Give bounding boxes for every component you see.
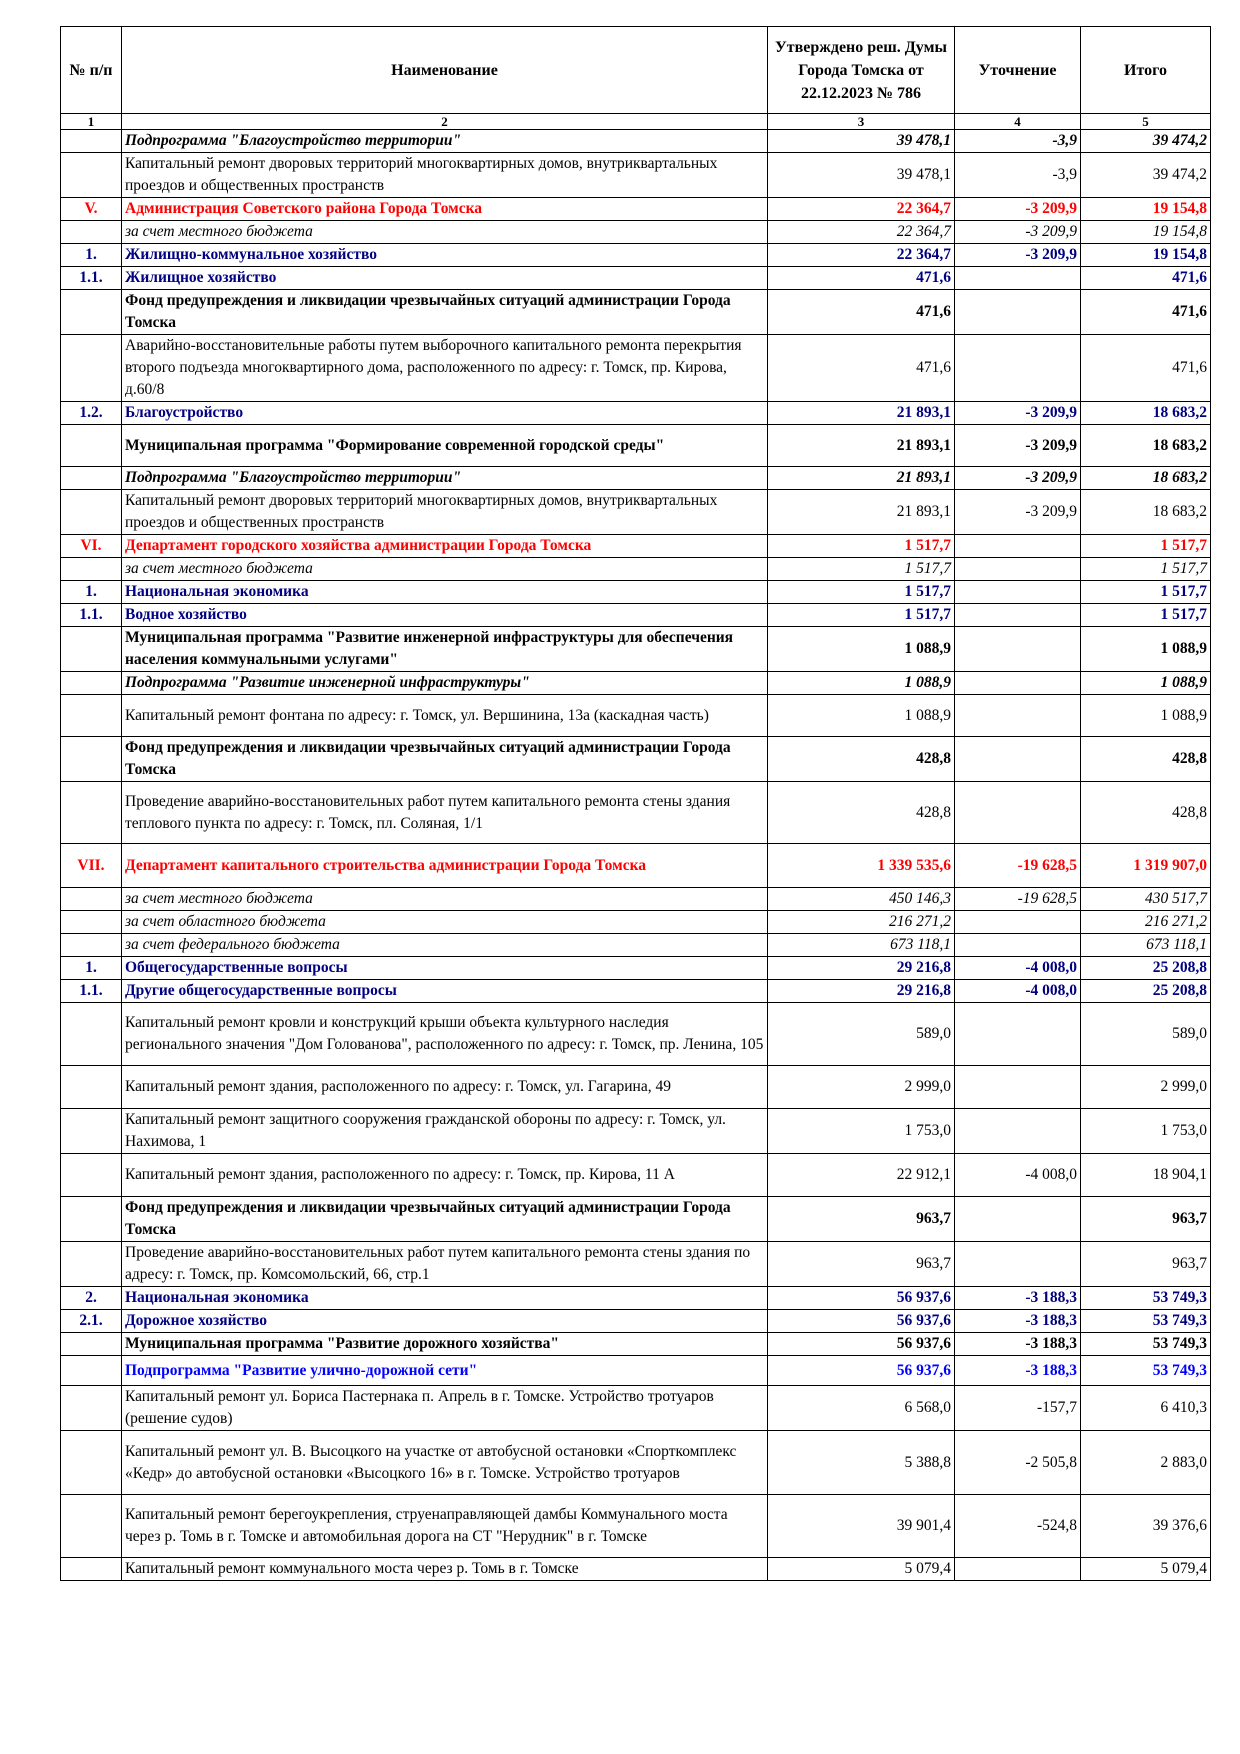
row-number — [61, 1333, 122, 1356]
row-number — [61, 695, 122, 737]
row-name: за счет местного бюджета — [122, 221, 768, 244]
row-adjustment: -3 209,9 — [955, 244, 1081, 267]
row-adjustment: -3 188,3 — [955, 1333, 1081, 1356]
row-adjustment — [955, 1242, 1081, 1287]
row-name: Подпрограмма "Благоустройство территории" — [122, 130, 768, 153]
row-number — [61, 1197, 122, 1242]
table-row — [61, 221, 1211, 244]
row-name: Муниципальная программа "Развитие инженерной инфраструктуры для обеспечения населения коммунальными услугами" — [122, 627, 768, 672]
row-approved: 22 364,7 — [768, 198, 955, 221]
table-row — [61, 490, 1211, 535]
row-number — [61, 737, 122, 782]
row-adjustment: -524,8 — [955, 1495, 1081, 1558]
row-approved: 39 478,1 — [768, 130, 955, 153]
row-name: Капитальный ремонт коммунального моста через р. Томь в г. Томске — [122, 1558, 768, 1581]
row-total: 963,7 — [1081, 1242, 1211, 1287]
row-total: 1 517,7 — [1081, 535, 1211, 558]
row-total: 39 474,2 — [1081, 153, 1211, 198]
row-approved: 39 901,4 — [768, 1495, 955, 1558]
table-row — [61, 290, 1211, 335]
row-number: 2.1. — [61, 1310, 122, 1333]
row-approved: 56 937,6 — [768, 1310, 955, 1333]
row-name: Капитальный ремонт дворовых территорий многоквартирных домов, внутриквартальных проездов и общественных пространств — [122, 153, 768, 198]
row-name: Капитальный ремонт дворовых территорий многоквартирных домов, внутриквартальных проездов и общественных пространств — [122, 490, 768, 535]
row-approved: 29 216,8 — [768, 980, 955, 1003]
row-total: 1 088,9 — [1081, 695, 1211, 737]
row-approved: 56 937,6 — [768, 1287, 955, 1310]
row-number — [61, 335, 122, 402]
row-name: Проведение аварийно-восстановительных работ путем капитального ремонта стены здания теплового пункта по адресу: г. Томск, пл. Соляная, 1/1 — [122, 782, 768, 844]
row-approved: 21 893,1 — [768, 467, 955, 490]
row-approved: 6 568,0 — [768, 1386, 955, 1431]
table-row — [61, 672, 1211, 695]
row-name: Капитальный ремонт ул. В. Высоцкого на участке от автобусной остановки «Спорткомплекс «Кедр» до автобусной остановки «Высоцкого 16» в г. Томске. Устройство тротуаров — [122, 1431, 768, 1495]
row-number: 1. — [61, 244, 122, 267]
row-adjustment: -2 505,8 — [955, 1431, 1081, 1495]
table-row — [61, 153, 1211, 198]
table-row — [61, 844, 1211, 888]
row-number: 1. — [61, 957, 122, 980]
row-approved: 2 999,0 — [768, 1066, 955, 1109]
budget-table — [60, 26, 1211, 1581]
row-name: Подпрограмма "Развитие улично-дорожной сети" — [122, 1356, 768, 1386]
row-name: Проведение аварийно-восстановительных работ путем капитального ремонта стены здания по адресу: г. Томск, пр. Комсомольский, 66, стр.1 — [122, 1242, 768, 1287]
column-number: 3 — [768, 114, 955, 130]
row-number — [61, 782, 122, 844]
table-row — [61, 425, 1211, 467]
row-adjustment: -3 209,9 — [955, 221, 1081, 244]
table-row — [61, 782, 1211, 844]
table-row — [61, 1109, 1211, 1154]
row-name: Капитальный ремонт здания, расположенного по адресу: г. Томск, пр. Кирова, 11 А — [122, 1154, 768, 1197]
row-approved: 21 893,1 — [768, 402, 955, 425]
row-name: Департамент городского хозяйства администрации Города Томска — [122, 535, 768, 558]
table-row — [61, 737, 1211, 782]
row-approved: 5 388,8 — [768, 1431, 955, 1495]
row-approved: 428,8 — [768, 737, 955, 782]
row-name: Капитальный ремонт ул. Бориса Пастернака п. Апрель в г. Томске. Устройство тротуаров (решение судов) — [122, 1386, 768, 1431]
header-adjustment: Уточнение — [955, 27, 1081, 114]
row-approved: 471,6 — [768, 267, 955, 290]
table-row — [61, 535, 1211, 558]
table-row — [61, 627, 1211, 672]
row-adjustment — [955, 1558, 1081, 1581]
header-row — [61, 27, 1211, 114]
row-name: Фонд предупреждения и ликвидации чрезвычайных ситуаций администрации Города Томска — [122, 1197, 768, 1242]
row-adjustment: -3 188,3 — [955, 1356, 1081, 1386]
row-adjustment: -19 628,5 — [955, 844, 1081, 888]
row-total: 673 118,1 — [1081, 934, 1211, 957]
row-total: 963,7 — [1081, 1197, 1211, 1242]
row-adjustment — [955, 737, 1081, 782]
table-row — [61, 198, 1211, 221]
row-name: Муниципальная программа "Формирование современной городской среды" — [122, 425, 768, 467]
row-adjustment: -3,9 — [955, 130, 1081, 153]
row-number — [61, 1558, 122, 1581]
row-name: Капитальный ремонт берегоукрепления, струенаправляющей дамбы Коммунального моста через р. Томь в г. Томске и автомобильная дорога на СТ "Нерудник" в г. Томске — [122, 1495, 768, 1558]
row-name: за счет федерального бюджета — [122, 934, 768, 957]
row-number: 1.1. — [61, 604, 122, 627]
row-total: 19 154,8 — [1081, 221, 1211, 244]
table-row — [61, 335, 1211, 402]
row-approved: 963,7 — [768, 1197, 955, 1242]
row-name: Национальная экономика — [122, 581, 768, 604]
row-number — [61, 888, 122, 911]
row-adjustment — [955, 627, 1081, 672]
row-approved: 471,6 — [768, 290, 955, 335]
row-adjustment — [955, 1109, 1081, 1154]
row-total: 1 517,7 — [1081, 581, 1211, 604]
row-number — [61, 1154, 122, 1197]
row-approved: 1 517,7 — [768, 604, 955, 627]
row-adjustment — [955, 782, 1081, 844]
row-approved: 1 517,7 — [768, 558, 955, 581]
row-total: 25 208,8 — [1081, 980, 1211, 1003]
row-approved: 1 339 535,6 — [768, 844, 955, 888]
row-adjustment: -3 209,9 — [955, 198, 1081, 221]
row-number — [61, 934, 122, 957]
row-adjustment — [955, 672, 1081, 695]
row-approved: 450 146,3 — [768, 888, 955, 911]
row-name: Департамент капитального строительства администрации Города Томска — [122, 844, 768, 888]
table-row — [61, 934, 1211, 957]
row-adjustment: -3 209,9 — [955, 402, 1081, 425]
row-name: Национальная экономика — [122, 1287, 768, 1310]
table-row — [61, 911, 1211, 934]
row-number — [61, 290, 122, 335]
column-number-row — [61, 114, 1211, 130]
row-name: Подпрограмма "Развитие инженерной инфраструктуры" — [122, 672, 768, 695]
table-row — [61, 1242, 1211, 1287]
row-approved: 22 364,7 — [768, 244, 955, 267]
row-total: 471,6 — [1081, 267, 1211, 290]
row-total: 18 904,1 — [1081, 1154, 1211, 1197]
row-total: 430 517,7 — [1081, 888, 1211, 911]
row-approved: 39 478,1 — [768, 153, 955, 198]
row-number — [61, 467, 122, 490]
row-number: 2. — [61, 1287, 122, 1310]
row-adjustment: -3 188,3 — [955, 1310, 1081, 1333]
row-approved: 1 088,9 — [768, 672, 955, 695]
row-name: Муниципальная программа "Развитие дорожного хозяйства" — [122, 1333, 768, 1356]
row-adjustment — [955, 1197, 1081, 1242]
row-number — [61, 221, 122, 244]
row-adjustment — [955, 604, 1081, 627]
row-total: 18 683,2 — [1081, 490, 1211, 535]
row-total: 6 410,3 — [1081, 1386, 1211, 1431]
row-approved: 22 912,1 — [768, 1154, 955, 1197]
table-row — [61, 888, 1211, 911]
row-total: 589,0 — [1081, 1003, 1211, 1066]
row-number — [61, 1066, 122, 1109]
row-number — [61, 627, 122, 672]
row-approved: 21 893,1 — [768, 490, 955, 535]
row-approved: 22 364,7 — [768, 221, 955, 244]
row-adjustment — [955, 335, 1081, 402]
header-approved: Утверждено реш. Думы Города Томска от 22.12.2023 № 786 — [768, 27, 955, 114]
row-number: 1.1. — [61, 267, 122, 290]
row-number — [61, 130, 122, 153]
row-name: Благоустройство — [122, 402, 768, 425]
row-name: Дорожное хозяйство — [122, 1310, 768, 1333]
table-row — [61, 1333, 1211, 1356]
row-number — [61, 1003, 122, 1066]
table-row — [61, 1431, 1211, 1495]
row-name: Другие общегосударственные вопросы — [122, 980, 768, 1003]
row-name: за счет областного бюджета — [122, 911, 768, 934]
table-row — [61, 267, 1211, 290]
row-number — [61, 1109, 122, 1154]
row-approved: 5 079,4 — [768, 1558, 955, 1581]
row-total: 428,8 — [1081, 782, 1211, 844]
row-name: Администрация Советского района Города Томска — [122, 198, 768, 221]
row-name: Жилищное хозяйство — [122, 267, 768, 290]
row-approved: 29 216,8 — [768, 957, 955, 980]
table-row — [61, 980, 1211, 1003]
row-name: Водное хозяйство — [122, 604, 768, 627]
row-total: 2 999,0 — [1081, 1066, 1211, 1109]
row-approved: 1 088,9 — [768, 627, 955, 672]
row-adjustment — [955, 290, 1081, 335]
row-total: 18 683,2 — [1081, 467, 1211, 490]
row-adjustment — [955, 1066, 1081, 1109]
row-adjustment: -4 008,0 — [955, 1154, 1081, 1197]
table-row — [61, 1066, 1211, 1109]
row-total: 1 753,0 — [1081, 1109, 1211, 1154]
row-adjustment: -3 209,9 — [955, 467, 1081, 490]
row-approved: 963,7 — [768, 1242, 955, 1287]
row-approved: 1 517,7 — [768, 581, 955, 604]
header-no: № п/п — [61, 27, 122, 114]
table-body — [61, 130, 1211, 1581]
row-total: 1 088,9 — [1081, 627, 1211, 672]
table-row — [61, 130, 1211, 153]
row-total: 216 271,2 — [1081, 911, 1211, 934]
row-name: Капитальный ремонт фонтана по адресу: г. Томск, ул. Вершинина, 13а (каскадная часть) — [122, 695, 768, 737]
row-total: 471,6 — [1081, 290, 1211, 335]
row-adjustment: -4 008,0 — [955, 980, 1081, 1003]
row-total: 25 208,8 — [1081, 957, 1211, 980]
row-total: 39 376,6 — [1081, 1495, 1211, 1558]
column-number: 5 — [1081, 114, 1211, 130]
table-row — [61, 467, 1211, 490]
row-name: за счет местного бюджета — [122, 888, 768, 911]
row-number: VI. — [61, 535, 122, 558]
row-number — [61, 1356, 122, 1386]
row-approved: 1 088,9 — [768, 695, 955, 737]
row-number — [61, 490, 122, 535]
row-approved: 589,0 — [768, 1003, 955, 1066]
row-approved: 428,8 — [768, 782, 955, 844]
row-number — [61, 558, 122, 581]
row-total: 5 079,4 — [1081, 1558, 1211, 1581]
table-row — [61, 1154, 1211, 1197]
row-number: 1. — [61, 581, 122, 604]
row-total: 19 154,8 — [1081, 244, 1211, 267]
row-number — [61, 1242, 122, 1287]
row-number: 1.1. — [61, 980, 122, 1003]
table-row — [61, 1310, 1211, 1333]
row-total: 18 683,2 — [1081, 402, 1211, 425]
table-row — [61, 1386, 1211, 1431]
table-row — [61, 1287, 1211, 1310]
row-number: 1.2. — [61, 402, 122, 425]
table-row — [61, 558, 1211, 581]
row-adjustment: -3 188,3 — [955, 1287, 1081, 1310]
row-number — [61, 425, 122, 467]
row-adjustment — [955, 1003, 1081, 1066]
row-name: Жилищно-коммунальное хозяйство — [122, 244, 768, 267]
table-row — [61, 402, 1211, 425]
row-name: Капитальный ремонт кровли и конструкций крыши объекта культурного наследия регионального значения "Дом Голованова", расположенного по адресу: г. Томск, пр. Ленина, 105 — [122, 1003, 768, 1066]
row-adjustment: -157,7 — [955, 1386, 1081, 1431]
row-name: Общегосударственные вопросы — [122, 957, 768, 980]
row-name: за счет местного бюджета — [122, 558, 768, 581]
row-number — [61, 911, 122, 934]
row-name: Фонд предупреждения и ликвидации чрезвычайных ситуаций администрации Города Томска — [122, 737, 768, 782]
header-name: Наименование — [122, 27, 768, 114]
row-name: Аварийно-восстановительные работы путем выборочного капитального ремонта перекрытия второго подъезда многоквартирного дома, расположенного по адресу: г. Томск, пр. Кирова, д.60/8 — [122, 335, 768, 402]
row-total: 53 749,3 — [1081, 1356, 1211, 1386]
table-row — [61, 1558, 1211, 1581]
row-total: 53 749,3 — [1081, 1333, 1211, 1356]
row-total: 1 517,7 — [1081, 604, 1211, 627]
row-adjustment: -19 628,5 — [955, 888, 1081, 911]
table-row — [61, 1003, 1211, 1066]
row-name: Фонд предупреждения и ликвидации чрезвычайных ситуаций администрации Города Томска — [122, 290, 768, 335]
row-name: Подпрограмма "Благоустройство территории" — [122, 467, 768, 490]
row-total: 471,6 — [1081, 335, 1211, 402]
row-approved: 21 893,1 — [768, 425, 955, 467]
column-number: 1 — [61, 114, 122, 130]
row-adjustment — [955, 911, 1081, 934]
row-total: 19 154,8 — [1081, 198, 1211, 221]
row-adjustment: -4 008,0 — [955, 957, 1081, 980]
row-total: 1 517,7 — [1081, 558, 1211, 581]
table-row — [61, 244, 1211, 267]
row-adjustment — [955, 267, 1081, 290]
row-adjustment — [955, 695, 1081, 737]
column-number: 4 — [955, 114, 1081, 130]
table-row — [61, 581, 1211, 604]
row-approved: 216 271,2 — [768, 911, 955, 934]
table-row — [61, 1495, 1211, 1558]
row-adjustment: -3,9 — [955, 153, 1081, 198]
row-total: 1 319 907,0 — [1081, 844, 1211, 888]
table-row — [61, 1197, 1211, 1242]
row-number — [61, 1431, 122, 1495]
row-adjustment — [955, 581, 1081, 604]
row-approved: 471,6 — [768, 335, 955, 402]
table-row — [61, 957, 1211, 980]
row-approved: 1 753,0 — [768, 1109, 955, 1154]
row-number — [61, 1386, 122, 1431]
row-total: 39 474,2 — [1081, 130, 1211, 153]
row-adjustment — [955, 934, 1081, 957]
row-approved: 673 118,1 — [768, 934, 955, 957]
row-total: 53 749,3 — [1081, 1310, 1211, 1333]
row-adjustment — [955, 535, 1081, 558]
table-row — [61, 1356, 1211, 1386]
row-adjustment: -3 209,9 — [955, 425, 1081, 467]
row-adjustment — [955, 558, 1081, 581]
row-approved: 56 937,6 — [768, 1356, 955, 1386]
row-number — [61, 1495, 122, 1558]
row-number: V. — [61, 198, 122, 221]
row-total: 1 088,9 — [1081, 672, 1211, 695]
row-number — [61, 153, 122, 198]
row-total: 428,8 — [1081, 737, 1211, 782]
row-approved: 56 937,6 — [768, 1333, 955, 1356]
row-approved: 1 517,7 — [768, 535, 955, 558]
row-number — [61, 672, 122, 695]
row-number: VII. — [61, 844, 122, 888]
row-total: 2 883,0 — [1081, 1431, 1211, 1495]
row-total: 18 683,2 — [1081, 425, 1211, 467]
row-name: Капитальный ремонт здания, расположенного по адресу: г. Томск, ул. Гагарина, 49 — [122, 1066, 768, 1109]
row-total: 53 749,3 — [1081, 1287, 1211, 1310]
row-adjustment: -3 209,9 — [955, 490, 1081, 535]
table-row — [61, 604, 1211, 627]
column-number: 2 — [122, 114, 768, 130]
header-total: Итого — [1081, 27, 1211, 114]
table-row — [61, 695, 1211, 737]
row-name: Капитальный ремонт защитного сооружения гражданской обороны по адресу: г. Томск, ул. Нахимова, 1 — [122, 1109, 768, 1154]
